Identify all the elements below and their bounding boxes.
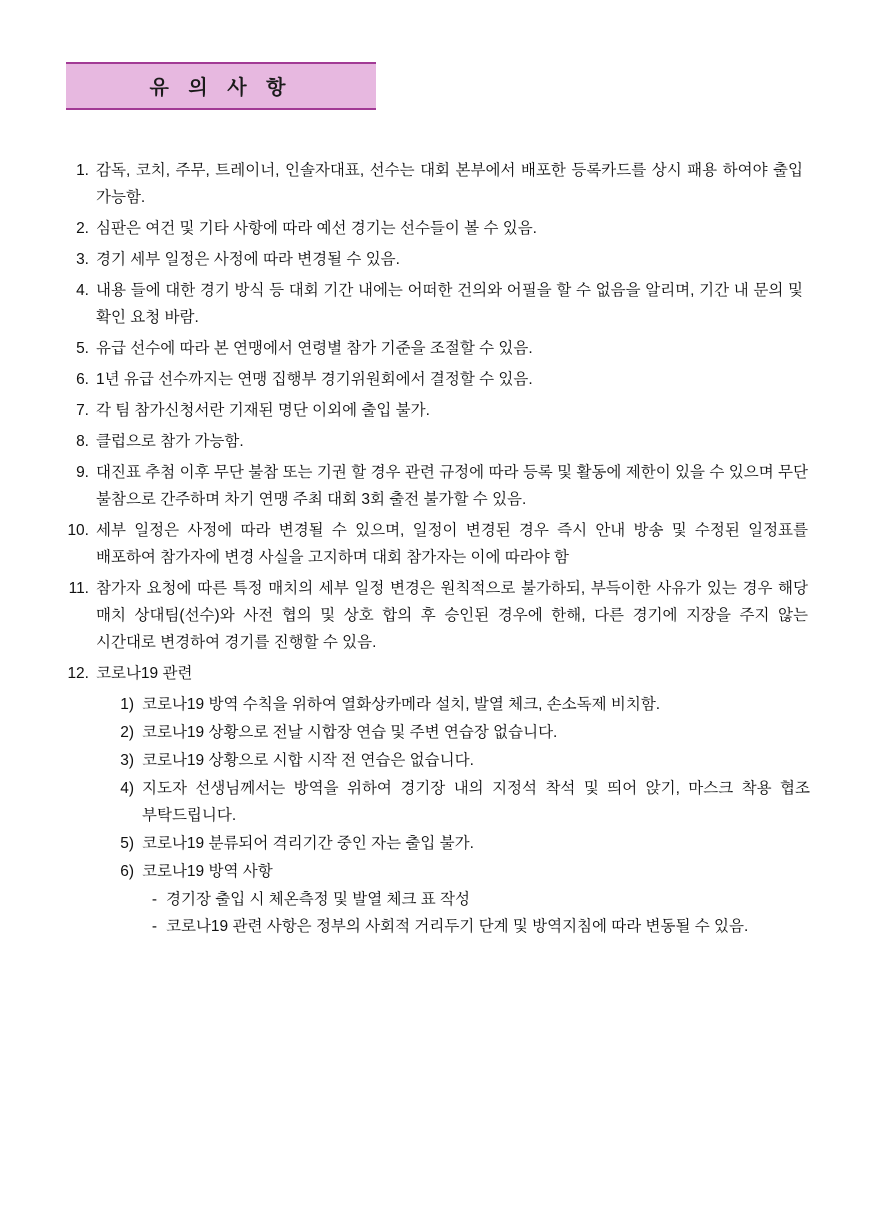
list-item xyxy=(62,517,810,571)
list-item-text: 클럽으로 참가 가능함. xyxy=(96,433,244,450)
list-item-number: 10. xyxy=(67,522,89,539)
sub-list-item-text: 코로나19 방역 사항 xyxy=(142,863,273,880)
list-item-number: 9. xyxy=(76,464,89,481)
list-item xyxy=(62,246,810,273)
sub-list-item xyxy=(96,775,810,829)
sub-list-item xyxy=(96,691,810,718)
sub-list-item-number: 3) xyxy=(120,752,134,769)
sub-list-item-number: 5) xyxy=(120,835,134,852)
sub-list-item-text: 코로나19 상황으로 전날 시합장 연습 및 주변 연습장 없습니다. xyxy=(142,724,558,741)
list-item-text: 경기 세부 일정은 사정에 따라 변경될 수 있음. xyxy=(96,251,400,268)
covid-sub-list xyxy=(62,691,810,940)
sub-list-item xyxy=(96,830,810,857)
list-item-number: 5. xyxy=(76,340,89,357)
sub-list-item-number: 6) xyxy=(120,863,134,880)
list-item-number: 7. xyxy=(76,402,89,419)
list-item-text: 코로나19 관련 xyxy=(96,665,193,682)
list-item xyxy=(62,366,810,393)
covid-dash-list xyxy=(96,886,810,940)
dash-marker: - xyxy=(151,891,157,908)
list-item-text: 유급 선수에 따라 본 연맹에서 연령별 참가 기준을 조절할 수 있음. xyxy=(96,340,533,357)
list-item xyxy=(62,397,810,424)
list-item-text: 세부 일정은 사정에 따라 변경될 수 있으며, 일정이 변경된 경우 즉시 안내 방송 및 수정된 일정표를 배포하여 참가자에 변경 사실을 고지하며 대회 참가자는 이에 따라야 함 xyxy=(96,522,808,566)
list-item-number: 6. xyxy=(76,371,89,388)
list-item xyxy=(62,157,810,211)
list-item-text: 대진표 추첨 이후 무단 불참 또는 기권 할 경우 관련 규정에 따라 등록 및 활동에 제한이 있을 수 있으며 무단 불참으로 간주하며 차기 연맹 주최 대회 3회 출전 불가할 수 있음. xyxy=(96,464,808,508)
list-item-number: 12. xyxy=(67,665,89,682)
dash-list-item-text: 경기장 출입 시 체온측정 및 발열 체크 표 작성 xyxy=(166,891,470,908)
list-item xyxy=(62,660,810,687)
sub-list-item xyxy=(96,858,810,885)
list-item xyxy=(62,215,810,242)
sub-list-item-text: 코로나19 방역 수칙을 위하여 열화상카메라 설치, 발열 체크, 손소독제 비치함. xyxy=(142,696,661,713)
list-item-text: 각 팀 참가신청서란 기재된 명단 이외에 출입 불가. xyxy=(96,402,430,419)
sub-list-item-number: 2) xyxy=(120,724,134,741)
list-item xyxy=(62,277,810,331)
list-item-number: 3. xyxy=(76,251,89,268)
dash-marker: - xyxy=(151,918,157,935)
sub-list-item-text: 지도자 선생님께서는 방역을 위하여 경기장 내의 지정석 착석 및 띄어 앉기, 마스크 착용 협조 부탁드립니다. xyxy=(142,780,810,824)
dash-list-item-text: 코로나19 관련 사항은 정부의 사회적 거리두기 단계 및 방역지침에 따라 변동될 수 있음. xyxy=(166,918,749,935)
list-item-text: 1년 유급 선수까지는 연맹 집행부 경기위원회에서 결정할 수 있음. xyxy=(96,371,533,388)
list-item-text: 감독, 코치, 주무, 트레이너, 인솔자대표, 선수는 대회 본부에서 배포한 등록카드를 상시 패용 하여야 출입 가능함. xyxy=(96,162,803,206)
list-item-number: 1. xyxy=(76,162,89,179)
dash-list-item xyxy=(142,886,810,913)
list-item-text: 심판은 여건 및 기타 사항에 따라 예선 경기는 선수들이 볼 수 있음. xyxy=(96,220,537,237)
sub-list-item xyxy=(96,719,810,746)
list-item-number: 8. xyxy=(76,433,89,450)
sub-list-item-text: 코로나19 분류되어 격리기간 중인 자는 출입 불가. xyxy=(142,835,474,852)
list-item xyxy=(62,459,810,513)
sub-list-item xyxy=(96,747,810,774)
list-item-number: 4. xyxy=(76,282,89,299)
notice-list xyxy=(62,157,810,940)
list-item xyxy=(62,575,810,656)
sub-list-item-number: 1) xyxy=(120,696,134,713)
list-item-number: 2. xyxy=(76,220,89,237)
list-item-text: 내용 들에 대한 경기 방식 등 대회 기간 내에는 어떠한 건의와 어필을 할 수 없음을 알리며, 기간 내 문의 및 확인 요청 바람. xyxy=(96,282,803,326)
sub-list-item-number: 4) xyxy=(120,780,134,797)
page-title: 유 의 사 항 xyxy=(149,77,293,99)
sub-list-item-text: 코로나19 상황으로 시합 시작 전 연습은 없습니다. xyxy=(142,752,474,769)
list-item-text: 참가자 요청에 따른 특정 매치의 세부 일정 변경은 원칙적으로 불가하되, 부득이한 사유가 있는 경우 해당 매치 상대팀(선수)와 사전 협의 및 상호 합의 후 승인된 경우에 한해, 다른 경기에 지장을 주지 않는 시간대로 변경하여 경기를 진행할 수 있음. xyxy=(96,580,808,651)
list-item xyxy=(62,428,810,455)
list-item xyxy=(62,335,810,362)
dash-list-item xyxy=(142,913,810,940)
list-item-number: 11. xyxy=(68,580,89,597)
page-title-banner xyxy=(66,62,376,110)
